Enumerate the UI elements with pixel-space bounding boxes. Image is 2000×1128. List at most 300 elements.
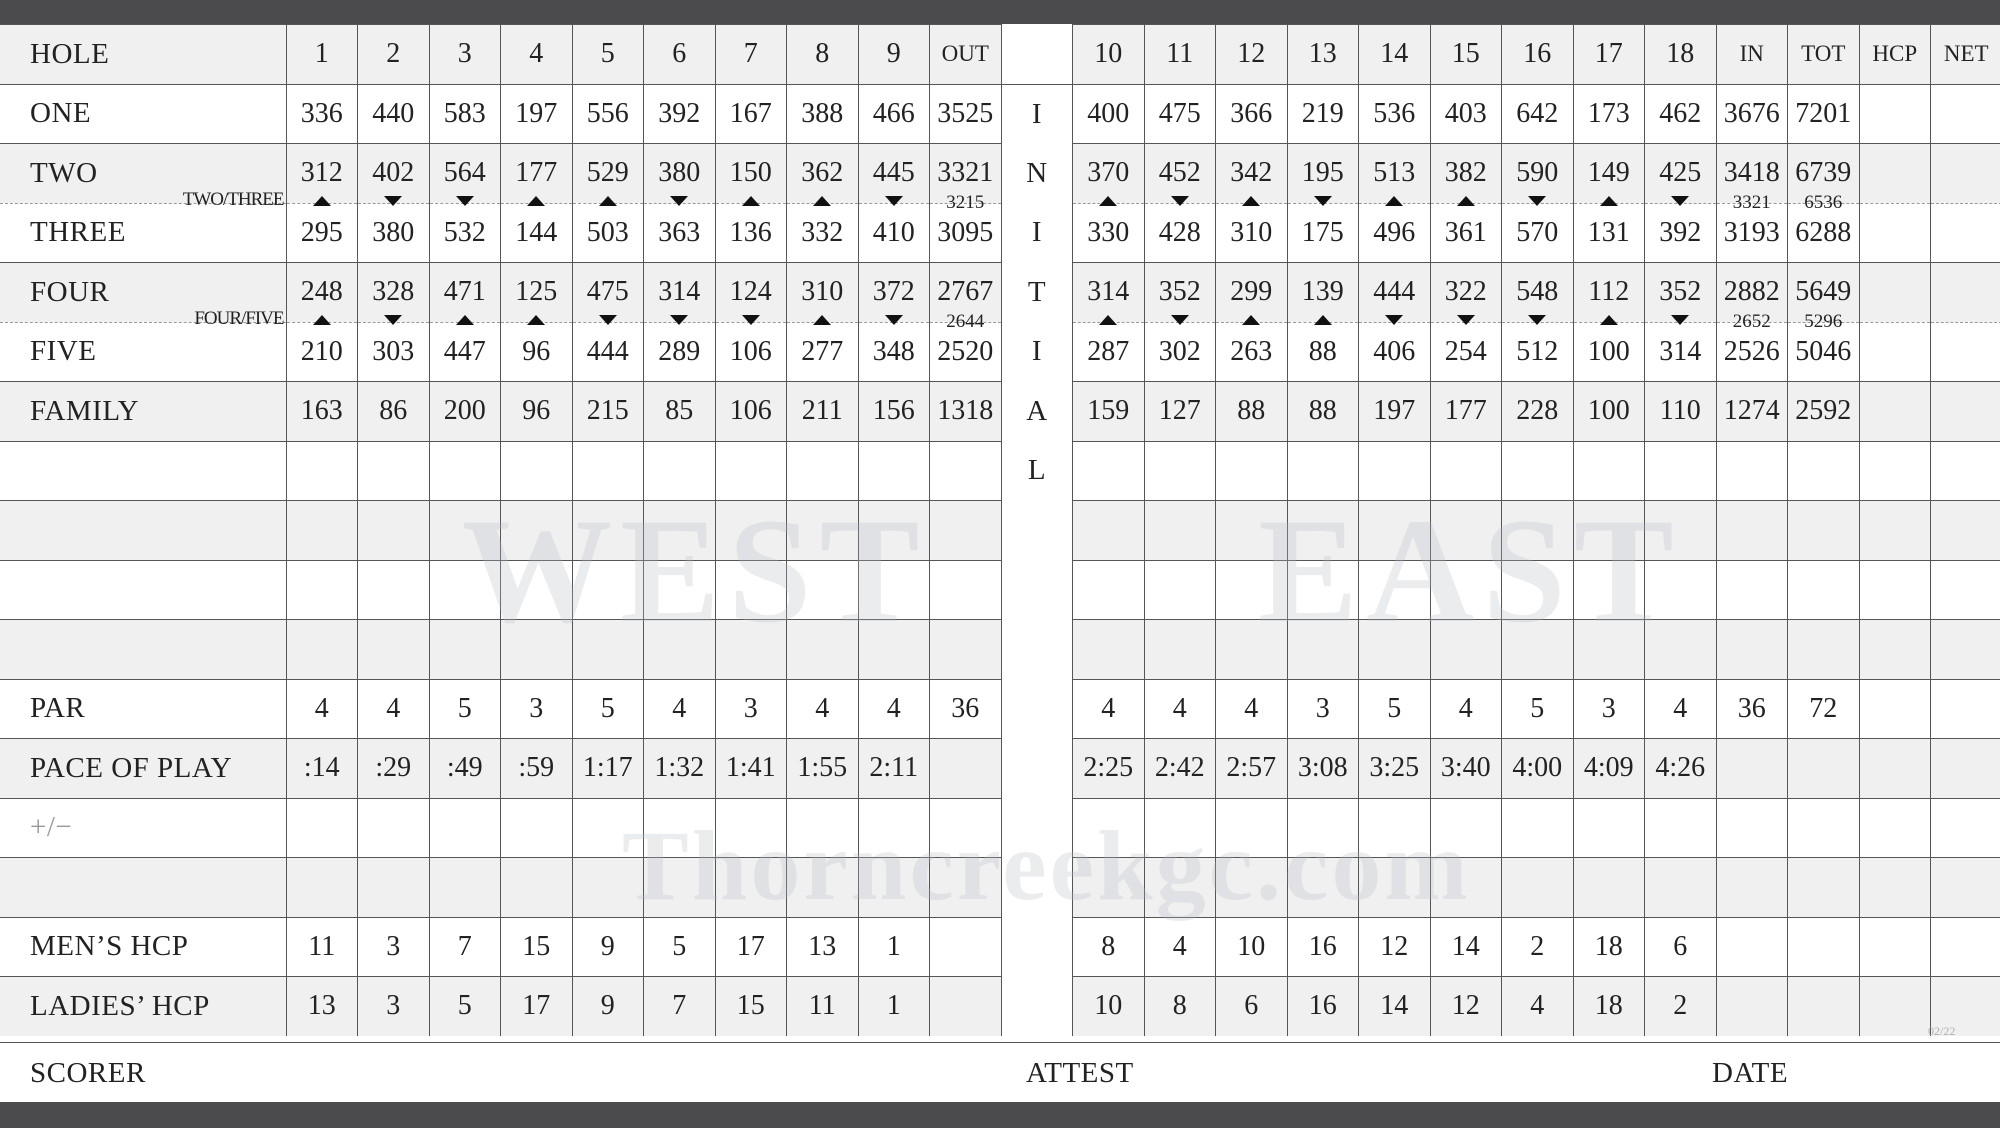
- plusminus-row-in[interactable]: [1716, 798, 1788, 858]
- initial-cell: [1001, 917, 1073, 977]
- tee-two-row-tot: 6739: [1788, 144, 1860, 204]
- tee-four-row-tot: 5649: [1788, 263, 1860, 323]
- player-row-3-hole-3[interactable]: [429, 560, 501, 620]
- tee-two-row-hole-3: 564: [429, 144, 501, 204]
- player-row-1-hole-14[interactable]: [1359, 441, 1431, 501]
- tee-family-row-hcp: [1859, 382, 1931, 442]
- initial-letter: A: [1001, 382, 1073, 442]
- tee-three-row-hole-6: 363: [644, 203, 716, 263]
- player-row-2-hole-2[interactable]: [358, 501, 430, 561]
- pace-row-hole-10: 2:25: [1073, 739, 1145, 799]
- plusminus-row-hole-14[interactable]: [1359, 798, 1431, 858]
- tee-family-row-hole-9: 156: [858, 382, 930, 442]
- tee-four-row-hole-6: 314: [644, 263, 716, 323]
- player-row-4-hole-12[interactable]: [1216, 620, 1288, 680]
- plusminus-row-hole-8[interactable]: [787, 798, 859, 858]
- player-row-1-tot[interactable]: [1788, 441, 1860, 501]
- player-row-3-in[interactable]: [1716, 560, 1788, 620]
- tee-family-row-net: [1931, 382, 2000, 442]
- tee-three-row-hole-1: 295: [286, 203, 358, 263]
- player-row-3-tot[interactable]: [1788, 560, 1860, 620]
- player-row-1-hole-7[interactable]: [715, 441, 787, 501]
- pace-row-hole-15: 3:40: [1430, 739, 1502, 799]
- extra-row-hole-13[interactable]: [1287, 858, 1359, 918]
- tee-family-row-label: FAMILY: [0, 382, 286, 442]
- plusminus-row-hole-16[interactable]: [1502, 798, 1574, 858]
- tee-marker-icon: [313, 196, 331, 206]
- tee-two-row-hole-15: 382: [1430, 144, 1502, 204]
- player-row-4-out[interactable]: [930, 620, 1002, 680]
- player-row-2-hole-8[interactable]: [787, 501, 859, 561]
- mens-hcp-row-net: [1931, 917, 2000, 977]
- plusminus-row-hole-18[interactable]: [1645, 798, 1717, 858]
- initial-letter: I: [1001, 84, 1073, 144]
- player-row-4-hole-18[interactable]: [1645, 620, 1717, 680]
- header-row-hole-5: 5: [572, 25, 644, 85]
- player-row-3-hole-2[interactable]: [358, 560, 430, 620]
- player-row-4-hole-7[interactable]: [715, 620, 787, 680]
- ladies-hcp-row-hole-7: 15: [715, 977, 787, 1036]
- player-row-1-hole-15[interactable]: [1430, 441, 1502, 501]
- player-row-2-hole-13[interactable]: [1287, 501, 1359, 561]
- plusminus-row-hole-17[interactable]: [1573, 798, 1645, 858]
- player-row-4-hole-11[interactable]: [1144, 620, 1216, 680]
- extra-row-hole-14[interactable]: [1359, 858, 1431, 918]
- tee-family-row-hole-11: 127: [1144, 382, 1216, 442]
- pace-row-hole-6: 1:32: [644, 739, 716, 799]
- player-row-2-hole-11[interactable]: [1144, 501, 1216, 561]
- ladies-hcp-row-in: [1716, 977, 1788, 1036]
- tee-one-row-hole-5: 556: [572, 84, 644, 144]
- tee-three-row-hole-10: 330: [1073, 203, 1145, 263]
- player-row-1-hole-8[interactable]: [787, 441, 859, 501]
- plusminus-row-hole-4[interactable]: [501, 798, 573, 858]
- mens-hcp-row-hole-4: 15: [501, 917, 573, 977]
- plusminus-row-hole-15[interactable]: [1430, 798, 1502, 858]
- par-row-hole-12: 4: [1216, 679, 1288, 739]
- player-row-2: [0, 501, 2000, 561]
- player-row-2-hole-17[interactable]: [1573, 501, 1645, 561]
- mens-hcp-row-hole-12: 10: [1216, 917, 1288, 977]
- player-row-4-hole-8[interactable]: [787, 620, 859, 680]
- player-row-1-hole-13[interactable]: [1287, 441, 1359, 501]
- plusminus-row-net[interactable]: [1931, 798, 2000, 858]
- par-row-hole-17: 3: [1573, 679, 1645, 739]
- tee-two-row-hole-13: 195: [1287, 144, 1359, 204]
- extra-row-hole-11[interactable]: [1144, 858, 1216, 918]
- plusminus-row-hole-1[interactable]: [286, 798, 358, 858]
- player-row-1-hole-1[interactable]: [286, 441, 358, 501]
- tee-marker-icon: [1671, 196, 1689, 206]
- plusminus-row-hcp[interactable]: [1859, 798, 1931, 858]
- tee-four-row-hole-15: 322: [1430, 263, 1502, 323]
- mens-hcp-row-out: [930, 917, 1002, 977]
- extra-row-hole-4[interactable]: [501, 858, 573, 918]
- ladies-hcp-row-hole-4: 17: [501, 977, 573, 1036]
- player-row-1-net[interactable]: [1931, 441, 2000, 501]
- header-row-hole-6: 6: [644, 25, 716, 85]
- extra-row-tot[interactable]: [1788, 858, 1860, 918]
- plusminus-row-hole-12[interactable]: [1216, 798, 1288, 858]
- ladies-hcp-row-hole-14: 14: [1359, 977, 1431, 1036]
- player-row-3-hole-9[interactable]: [858, 560, 930, 620]
- tee-two-row-hole-14: 513: [1359, 144, 1431, 204]
- plusminus-row-hole-13[interactable]: [1287, 798, 1359, 858]
- tee-four-row-hole-2: 328: [358, 263, 430, 323]
- player-row-3-hole-5[interactable]: [572, 560, 644, 620]
- header-row-hole-11: 11: [1144, 25, 1216, 85]
- player-row-2-hole-1[interactable]: [286, 501, 358, 561]
- ladies-hcp-row-label: LADIES’ HCP: [0, 977, 286, 1036]
- tee-two-row-hole-11: 452: [1144, 144, 1216, 204]
- player-row-3-hole-4[interactable]: [501, 560, 573, 620]
- player-row-1-hole-12[interactable]: [1216, 441, 1288, 501]
- extra-row-in[interactable]: [1716, 858, 1788, 918]
- tee-two-row-hole-2: 402: [358, 144, 430, 204]
- par-row-out: 36: [930, 679, 1002, 739]
- initial-letter: T: [1001, 263, 1073, 323]
- player-row-1-hole-6[interactable]: [644, 441, 716, 501]
- initial-cell: [1001, 977, 1073, 1036]
- tee-family-row-hole-18: 110: [1645, 382, 1717, 442]
- player-row-1-hole-16[interactable]: [1502, 441, 1574, 501]
- plusminus-row-out[interactable]: [930, 798, 1002, 858]
- tee-four-row-out: 2767: [930, 263, 1002, 323]
- player-row-4-net[interactable]: [1931, 620, 2000, 680]
- player-row-2-hole-18[interactable]: [1645, 501, 1717, 561]
- player-row-4-in[interactable]: [1716, 620, 1788, 680]
- player-row-3-hole-11[interactable]: [1144, 560, 1216, 620]
- tee-two-row-hole-10: 370: [1073, 144, 1145, 204]
- tee-four-row-hole-12: 299: [1216, 263, 1288, 323]
- tee-three-row-hole-8: 332: [787, 203, 859, 263]
- player-row-2-hole-6[interactable]: [644, 501, 716, 561]
- header-row-hole-13: 13: [1287, 25, 1359, 85]
- player-row-4-hcp[interactable]: [1859, 620, 1931, 680]
- player-row-2-hole-5[interactable]: [572, 501, 644, 561]
- extra-row-hole-12[interactable]: [1216, 858, 1288, 918]
- player-row-3-hole-18[interactable]: [1645, 560, 1717, 620]
- tee-four-row-hole-9: 372: [858, 263, 930, 323]
- initial-cell: [1001, 679, 1073, 739]
- player-row-3-hole-12[interactable]: [1216, 560, 1288, 620]
- tee-three-row-hole-3: 532: [429, 203, 501, 263]
- extra-row-hole-6[interactable]: [644, 858, 716, 918]
- tee-marker-icon: [1528, 315, 1546, 325]
- combo-two_three-in-total: 3321: [1732, 191, 1771, 213]
- player-row-2-hole-16[interactable]: [1502, 501, 1574, 561]
- extra-row-hole-3[interactable]: [429, 858, 501, 918]
- par-row-hole-6: 4: [644, 679, 716, 739]
- tee-two-row-in: 3418: [1716, 144, 1788, 204]
- tee-five-row-out: 2520 2644: [930, 322, 1002, 382]
- player-row-2-in[interactable]: [1716, 501, 1788, 561]
- player-row-3-hole-17[interactable]: [1573, 560, 1645, 620]
- tee-marker-icon: [1314, 315, 1332, 325]
- tee-five-row-hole-8: 277: [787, 322, 859, 382]
- tee-one-row-hole-14: 536: [1359, 84, 1431, 144]
- tee-three-row-hole-17: 131: [1573, 203, 1645, 263]
- combo-two_three-tot-total: 6536: [1804, 191, 1843, 213]
- mens-hcp-row-label: MEN’S HCP: [0, 917, 286, 977]
- player-row-3-net[interactable]: [1931, 560, 2000, 620]
- pace-row-in: [1716, 739, 1788, 799]
- tee-marker-icon: [1457, 196, 1475, 206]
- player-row-2-hole-3[interactable]: [429, 501, 501, 561]
- tee-five-row-hole-1: 210: [286, 322, 358, 382]
- tee-three-row-hole-12: 310: [1216, 203, 1288, 263]
- tee-marker-icon: [1242, 196, 1260, 206]
- tee-two-row-hole-17: 149: [1573, 144, 1645, 204]
- extra-row-hole-17[interactable]: [1573, 858, 1645, 918]
- ladies-hcp-row-out: [930, 977, 1002, 1036]
- tee-family-row-hole-16: 228: [1502, 382, 1574, 442]
- player-row-4-hole-13[interactable]: [1287, 620, 1359, 680]
- tee-three-row-hole-7: 136: [715, 203, 787, 263]
- mens-hcp-row-hole-16: 2: [1502, 917, 1574, 977]
- tee-marker-icon: [527, 315, 545, 325]
- tee-marker-icon: [1099, 196, 1117, 206]
- extra-row-hole-9[interactable]: [858, 858, 930, 918]
- header-row-hole-12: 12: [1216, 25, 1288, 85]
- tee-marker-icon: [384, 196, 402, 206]
- player-row-3-hole-13[interactable]: [1287, 560, 1359, 620]
- tee-five-row-hole-4: 96: [501, 322, 573, 382]
- pace-row-out: [930, 739, 1002, 799]
- extra-row-hole-5[interactable]: [572, 858, 644, 918]
- tee-two-row-hcp: [1859, 144, 1931, 204]
- player-row-3-hole-16[interactable]: [1502, 560, 1574, 620]
- tee-family-row-in: 1274: [1716, 382, 1788, 442]
- pace-row-hole-17: 4:09: [1573, 739, 1645, 799]
- tee-marker-icon: [813, 196, 831, 206]
- tee-two-row-hole-1: 312: [286, 144, 358, 204]
- pace-row-hole-9: 2:11: [858, 739, 930, 799]
- plusminus-row-hole-3[interactable]: [429, 798, 501, 858]
- tee-family-row-hole-3: 200: [429, 382, 501, 442]
- initial-cell: [1001, 620, 1073, 680]
- player-row-1-hole-3[interactable]: [429, 441, 501, 501]
- plusminus-row-hole-2[interactable]: [358, 798, 430, 858]
- scorecard-table: [0, 24, 2000, 1036]
- player-row-1-hole-9[interactable]: [858, 441, 930, 501]
- player-row-1-hole-11[interactable]: [1144, 441, 1216, 501]
- watermark-east: EAST: [1258, 488, 1682, 654]
- extra-row-hcp[interactable]: [1859, 858, 1931, 918]
- header-row-hole-16: 16: [1502, 25, 1574, 85]
- initial-letter: L: [1001, 441, 1073, 501]
- combo-two_three-out-total: 3215: [946, 191, 985, 213]
- tee-one-row-hcp: [1859, 84, 1931, 144]
- tee-marker-icon: [456, 196, 474, 206]
- player-row-4-label: [0, 620, 286, 680]
- plusminus-row-hole-10[interactable]: [1073, 798, 1145, 858]
- player-row-1-hcp[interactable]: [1859, 441, 1931, 501]
- player-row-4-hole-1[interactable]: [286, 620, 358, 680]
- player-row-2-hole-9[interactable]: [858, 501, 930, 561]
- player-row-3-hcp[interactable]: [1859, 560, 1931, 620]
- player-row-3-hole-10[interactable]: [1073, 560, 1145, 620]
- player-row-2-label: [0, 501, 286, 561]
- player-row-1-out[interactable]: [930, 441, 1002, 501]
- tee-four-row-label: FOUR: [0, 263, 286, 323]
- tee-one-row-hole-17: 173: [1573, 84, 1645, 144]
- combo-four_five-label: FOUR/FIVE: [194, 307, 284, 329]
- tee-one-row-net: [1931, 84, 2000, 144]
- tee-four-row-hole-3: 471: [429, 263, 501, 323]
- player-row-4-hole-10[interactable]: [1073, 620, 1145, 680]
- player-row-4-hole-16[interactable]: [1502, 620, 1574, 680]
- player-row-3-hole-6[interactable]: [644, 560, 716, 620]
- header-row-tot: TOT: [1788, 25, 1860, 85]
- player-row-1-hole-10[interactable]: [1073, 441, 1145, 501]
- tee-one-row-label: ONE: [0, 84, 286, 144]
- tee-one-row-hole-16: 642: [1502, 84, 1574, 144]
- player-row-4-hole-17[interactable]: [1573, 620, 1645, 680]
- player-row-4-hole-4[interactable]: [501, 620, 573, 680]
- tee-three-row-hole-5: 503: [572, 203, 644, 263]
- par-row-hole-5: 5: [572, 679, 644, 739]
- player-row-3-hole-15[interactable]: [1430, 560, 1502, 620]
- tee-one-row-hole-6: 392: [644, 84, 716, 144]
- tee-family-row-hole-2: 86: [358, 382, 430, 442]
- player-row-3-hole-7[interactable]: [715, 560, 787, 620]
- tee-marker-icon: [1671, 315, 1689, 325]
- combo-four_five-in-total: 2652: [1732, 310, 1771, 332]
- player-row-2-hole-12[interactable]: [1216, 501, 1288, 561]
- tee-one-row-hole-1: 336: [286, 84, 358, 144]
- player-row-3-hole-1[interactable]: [286, 560, 358, 620]
- pace-row-hole-5: 1:17: [572, 739, 644, 799]
- tee-two-row-hole-7: 150: [715, 144, 787, 204]
- player-row-2-hole-7[interactable]: [715, 501, 787, 561]
- extra-row-hole-1[interactable]: [286, 858, 358, 918]
- tee-two-row-hole-16: 590: [1502, 144, 1574, 204]
- extra-row-hole-7[interactable]: [715, 858, 787, 918]
- header-row: [0, 25, 2000, 85]
- player-row-1-hole-18[interactable]: [1645, 441, 1717, 501]
- tee-one-row-hole-12: 366: [1216, 84, 1288, 144]
- plusminus-row-hole-7[interactable]: [715, 798, 787, 858]
- player-row-3-out[interactable]: [930, 560, 1002, 620]
- player-row-2-net[interactable]: [1931, 501, 2000, 561]
- tee-five-row-hole-16: 512: [1502, 322, 1574, 382]
- tee-one-row-hole-13: 219: [1287, 84, 1359, 144]
- player-row-2-hole-15[interactable]: [1430, 501, 1502, 561]
- tee-two-row-hole-12: 342: [1216, 144, 1288, 204]
- tee-five-row-hole-9: 348: [858, 322, 930, 382]
- header-row-hole-7: 7: [715, 25, 787, 85]
- tee-family-row-hole-6: 85: [644, 382, 716, 442]
- tee-three-row-hole-13: 175: [1287, 203, 1359, 263]
- ladies-hcp-row-hole-15: 12: [1430, 977, 1502, 1036]
- player-row-1-hole-2[interactable]: [358, 441, 430, 501]
- tee-three-row-hole-4: 144: [501, 203, 573, 263]
- plusminus-row-hole-5[interactable]: [572, 798, 644, 858]
- player-row-1-hole-17[interactable]: [1573, 441, 1645, 501]
- player-row-4-hole-5[interactable]: [572, 620, 644, 680]
- pace-row-hole-14: 3:25: [1359, 739, 1431, 799]
- tee-two-row-net: [1931, 144, 2000, 204]
- tee-two-row-hole-5: 529: [572, 144, 644, 204]
- player-row-2-out[interactable]: [930, 501, 1002, 561]
- extra-row-hole-15[interactable]: [1430, 858, 1502, 918]
- extra-row-net[interactable]: [1931, 858, 2000, 918]
- tee-marker-icon: [1385, 196, 1403, 206]
- ladies-hcp-row-hole-11: 8: [1144, 977, 1216, 1036]
- player-row-2-hole-10[interactable]: [1073, 501, 1145, 561]
- player-row-1-hole-4[interactable]: [501, 441, 573, 501]
- extra-row-out[interactable]: [930, 858, 1002, 918]
- player-row-3-hole-8[interactable]: [787, 560, 859, 620]
- tee-marker-icon: [885, 196, 903, 206]
- tee-five-row-hole-13: 88: [1287, 322, 1359, 382]
- tee-marker-icon: [1457, 315, 1475, 325]
- plusminus-row: [0, 798, 2000, 858]
- extra-row-hole-16[interactable]: [1502, 858, 1574, 918]
- mens-hcp-row-hole-1: 11: [286, 917, 358, 977]
- player-row-1-in[interactable]: [1716, 441, 1788, 501]
- mens-hcp-row-hole-9: 1: [858, 917, 930, 977]
- tee-marker-icon: [1314, 196, 1332, 206]
- player-row-3-hole-14[interactable]: [1359, 560, 1431, 620]
- header-row-hole-14: 14: [1359, 25, 1431, 85]
- player-row-4-hole-9[interactable]: [858, 620, 930, 680]
- player-row-3-label: [0, 560, 286, 620]
- player-row-2-hole-14[interactable]: [1359, 501, 1431, 561]
- plusminus-row-hole-9[interactable]: [858, 798, 930, 858]
- par-row-hole-9: 4: [858, 679, 930, 739]
- plusminus-row-tot[interactable]: [1788, 798, 1860, 858]
- player-row-2-hcp[interactable]: [1859, 501, 1931, 561]
- tee-two-row-hole-6: 380: [644, 144, 716, 204]
- player-row-4-hole-2[interactable]: [358, 620, 430, 680]
- tee-marker-icon: [527, 196, 545, 206]
- tee-four-row-net: [1931, 263, 2000, 323]
- plusminus-row-hole-6[interactable]: [644, 798, 716, 858]
- extra-row-hole-18[interactable]: [1645, 858, 1717, 918]
- player-row-4-hole-14[interactable]: [1359, 620, 1431, 680]
- player-row-4-hole-6[interactable]: [644, 620, 716, 680]
- player-row-2-tot[interactable]: [1788, 501, 1860, 561]
- player-row-2-hole-4[interactable]: [501, 501, 573, 561]
- tee-five-row-hole-3: 447: [429, 322, 501, 382]
- extra-row-hole-10[interactable]: [1073, 858, 1145, 918]
- player-row-4-hole-3[interactable]: [429, 620, 501, 680]
- extra-row-hole-2[interactable]: [358, 858, 430, 918]
- tee-marker-icon: [1242, 315, 1260, 325]
- tee-family-row-hole-12: 88: [1216, 382, 1288, 442]
- tee-two-row-hole-4: 177: [501, 144, 573, 204]
- par-row-hole-7: 3: [715, 679, 787, 739]
- extra-row-hole-8[interactable]: [787, 858, 859, 918]
- player-row-4-hole-15[interactable]: [1430, 620, 1502, 680]
- initial-cell: [1001, 501, 1073, 561]
- par-row-hole-3: 5: [429, 679, 501, 739]
- scorer-label: SCORER: [30, 1057, 146, 1089]
- player-row-4-tot[interactable]: [1788, 620, 1860, 680]
- tee-five-row-tot: 5046 5296: [1788, 322, 1860, 382]
- tee-one-row-hole-9: 466: [858, 84, 930, 144]
- tee-five-row-hole-14: 406: [1359, 322, 1431, 382]
- ladies-hcp-row-hole-5: 9: [572, 977, 644, 1036]
- player-row-1-hole-5[interactable]: [572, 441, 644, 501]
- ladies-hcp-row-hole-3: 5: [429, 977, 501, 1036]
- ladies-hcp-row-hole-8: 11: [787, 977, 859, 1036]
- plusminus-row-hole-11[interactable]: [1144, 798, 1216, 858]
- tee-marker-icon: [1171, 196, 1189, 206]
- tee-one-row-in: 3676: [1716, 84, 1788, 144]
